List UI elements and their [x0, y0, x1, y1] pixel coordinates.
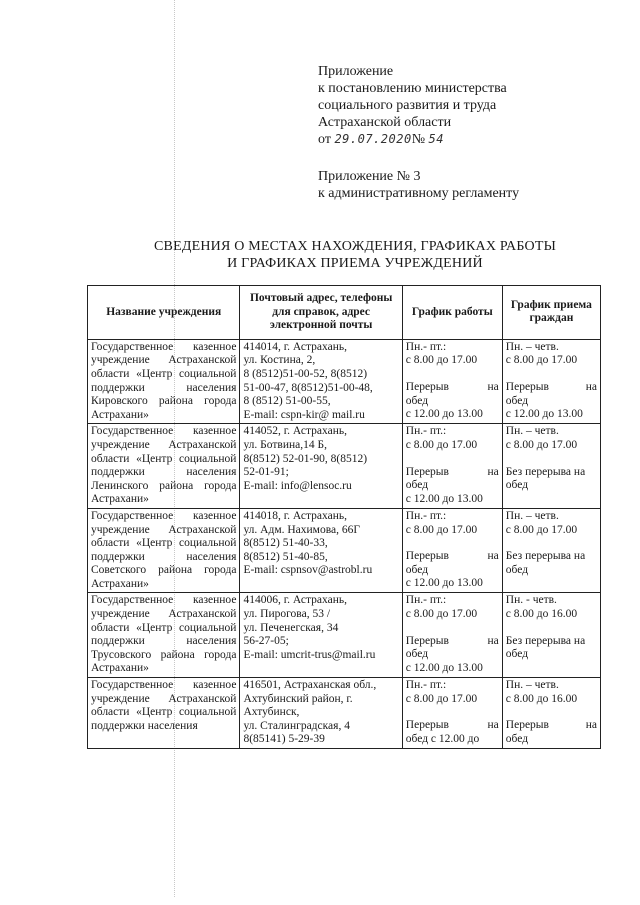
- address-line: E-mail: umcrit-trus@mail.ru: [243, 648, 376, 661]
- address-line: 414014, г. Астрахань,: [243, 340, 347, 353]
- work-break-line: Перерыв на: [405, 719, 499, 732]
- address-line: E-mail: info@lensoc.ru: [243, 479, 352, 492]
- work-break-word: обед: [405, 648, 429, 661]
- institution-name: Государственное казенное учреждение Астраханской области «Центр социальной поддержки населения Ленинского района города Астрахани»: [88, 424, 240, 509]
- work-schedule: [402, 508, 502, 593]
- address-line: 416501, Астраханская обл.,: [243, 679, 377, 692]
- address-line: 414018, г. Астрахань,: [243, 509, 347, 522]
- reception-schedule: [502, 339, 600, 424]
- institution-name: Государственное казенное учреждение Астраханской области «Центр социальной поддержки населения Кировского района города Астрахани»: [88, 339, 240, 424]
- date-prefix: от: [318, 132, 331, 147]
- handwritten-date: 29.07.2020: [334, 132, 412, 146]
- reception-break-word: обед: [505, 732, 529, 745]
- address-line: E-mail: cspnsov@astrobl.ru: [243, 564, 373, 577]
- work-break-time: с 12.00 до 13.00: [405, 492, 483, 505]
- reception-hours: с 8.00 до 17.00: [505, 523, 578, 536]
- reception-break-line: Перерыв на: [505, 719, 597, 732]
- table-row: [88, 339, 601, 424]
- institution-name: Государственное казенное учреждение Астраханской области «Центр социальной поддержки населения Трусовского района города Астрахани»: [88, 593, 240, 678]
- work-hours: с 8.00 до 17.00: [405, 523, 478, 536]
- institution-name: Государственное казенное учреждение Астраханской области «Центр социальной поддержки населения: [88, 678, 240, 749]
- institution-address: [240, 339, 402, 424]
- work-break-word: обед: [405, 394, 429, 407]
- header-date-line: [318, 131, 618, 148]
- address-line: 8(85141) 5-29-39: [243, 733, 325, 746]
- appendix-line: к административному регламенту: [318, 186, 520, 201]
- address-line: ул. Адм. Нахимова, 66Г: [243, 523, 360, 536]
- institution-name: Государственное казенное учреждение Астраханской области «Центр социальной поддержки населения Советского района города Астрахани»: [88, 508, 240, 593]
- work-schedule: [402, 424, 502, 509]
- address-line: 51-00-47, 8(8512)51-00-48,: [243, 381, 373, 394]
- work-days: Пн.- пт.:: [405, 425, 447, 438]
- handwritten-number: 54: [428, 132, 444, 146]
- address-line: Ахтубинский район, г.: [243, 692, 353, 705]
- address-line: E-mail: cspn-kir@ mail.ru: [243, 408, 365, 421]
- reception-schedule: [502, 678, 600, 749]
- address-line: 8(8512) 51-40-85,: [243, 550, 328, 563]
- reception-days: Пн. – четв.: [505, 509, 559, 522]
- address-line: ул. Пирогова, 53 /: [243, 608, 331, 621]
- address-line: ул. Ботвина,14 Б,: [243, 438, 327, 451]
- address-line: 56-27-05;: [243, 635, 289, 648]
- institution-address: [240, 424, 402, 509]
- work-break-time: с 12.00 до 13.00: [405, 577, 483, 590]
- reception-schedule: [502, 424, 600, 509]
- number-sign: №: [411, 132, 426, 147]
- work-hours: с 8.00 до 17.00: [405, 608, 478, 621]
- work-break-word: обед: [405, 479, 429, 492]
- table-row: [88, 508, 601, 593]
- reception-note: Без перерыва на обед: [505, 634, 586, 661]
- reception-break-line: Перерыв на: [505, 380, 597, 393]
- work-schedule: [402, 593, 502, 678]
- work-schedule: [402, 678, 502, 749]
- reception-days: Пн. – четв.: [505, 425, 559, 438]
- reception-note: Без перерыва на обед: [505, 550, 586, 576]
- work-break-word: обед: [405, 563, 429, 576]
- institution-address: [240, 593, 402, 678]
- reception-days: Пн. - четв.: [505, 594, 557, 607]
- reception-days: Пн. – четв.: [505, 679, 559, 692]
- reception-note: Без перерыва на обед: [505, 465, 586, 492]
- work-break-line: Перерыв на: [405, 380, 499, 393]
- reception-hours: с 8.00 до 17.00: [505, 438, 578, 451]
- work-schedule: [402, 339, 502, 424]
- reception-break-word: обед: [505, 394, 529, 407]
- document-title: [120, 238, 590, 272]
- column-header-name: Название учреждения: [88, 286, 240, 340]
- work-break-line: Перерыв на: [405, 634, 499, 647]
- reception-hours: с 8.00 до 16.00: [505, 692, 578, 705]
- work-break-time: с 12.00 до 13.00: [405, 661, 483, 674]
- institution-address: [240, 678, 402, 749]
- title-line: И ГРАФИКАХ ПРИЕМА УЧРЕЖДЕНИЙ: [227, 256, 483, 271]
- work-hours: с 8.00 до 17.00: [405, 692, 478, 705]
- header-line: Приложение: [318, 64, 394, 79]
- work-days: Пн.- пт.:: [405, 594, 447, 607]
- reception-break-time: с 12.00 до 13.00: [505, 408, 583, 421]
- table-row: [88, 593, 601, 678]
- address-line: ул. Сталинградская, 4: [243, 719, 350, 732]
- decree-header: [318, 63, 618, 148]
- work-days: Пн.- пт.:: [405, 679, 447, 692]
- work-days: Пн.- пт.:: [405, 509, 447, 522]
- work-hours: с 8.00 до 17.00: [405, 438, 478, 451]
- address-line: Ахтубинск,: [243, 706, 300, 719]
- title-line: СВЕДЕНИЯ О МЕСТАХ НАХОЖДЕНИЯ, ГРАФИКАХ РАБОТЫ: [154, 239, 556, 254]
- page-bottom-edge: [0, 898, 640, 905]
- table-header-row: [88, 286, 601, 340]
- work-days: Пн.- пт.:: [405, 340, 447, 353]
- work-hours: с 8.00 до 17.00: [405, 354, 478, 367]
- header-line: Астраханской области: [318, 115, 452, 130]
- reception-schedule: [502, 508, 600, 593]
- address-line: 52-01-91;: [243, 466, 289, 479]
- address-line: 8 (8512) 51-00-55,: [243, 395, 331, 408]
- address-line: ул. Костина, 2,: [243, 354, 316, 367]
- appendix-line: Приложение № 3: [318, 169, 421, 184]
- address-line: 8(8512) 51-40-33,: [243, 537, 328, 550]
- work-break-line: Перерыв на: [405, 550, 499, 563]
- institutions-table: [87, 285, 601, 749]
- column-header-work-schedule: График работы: [402, 286, 502, 340]
- address-line: 414052, г. Астрахань,: [243, 425, 347, 438]
- address-line: ул. Печенегская, 34: [243, 621, 339, 634]
- column-header-reception-schedule: График приема граждан: [502, 286, 600, 340]
- institution-address: [240, 508, 402, 593]
- address-line: 414006, г. Астрахань,: [243, 594, 347, 607]
- table-row: [88, 678, 601, 749]
- address-line: 8 (8512)51-00-52, 8(8512): [243, 367, 368, 380]
- reception-hours: с 8.00 до 17.00: [505, 354, 578, 367]
- work-break-time: с 12.00 до 13.00: [405, 408, 483, 421]
- reception-hours: с 8.00 до 16.00: [505, 608, 578, 621]
- header-line: к постановлению министерства: [318, 81, 507, 96]
- column-header-address: Почтовый адрес, телефоны для справок, адрес электронной почты: [240, 286, 402, 340]
- work-break-line: Перерыв на: [405, 465, 499, 478]
- work-break-word: обед с 12.00 до: [405, 732, 480, 745]
- reception-schedule: [502, 593, 600, 678]
- reception-days: Пн. – четв.: [505, 340, 559, 353]
- header-line: социального развития и труда: [318, 98, 497, 113]
- address-line: 8(8512) 52-01-90, 8(8512): [243, 452, 368, 465]
- appendix-header: [318, 168, 618, 202]
- table-row: [88, 424, 601, 509]
